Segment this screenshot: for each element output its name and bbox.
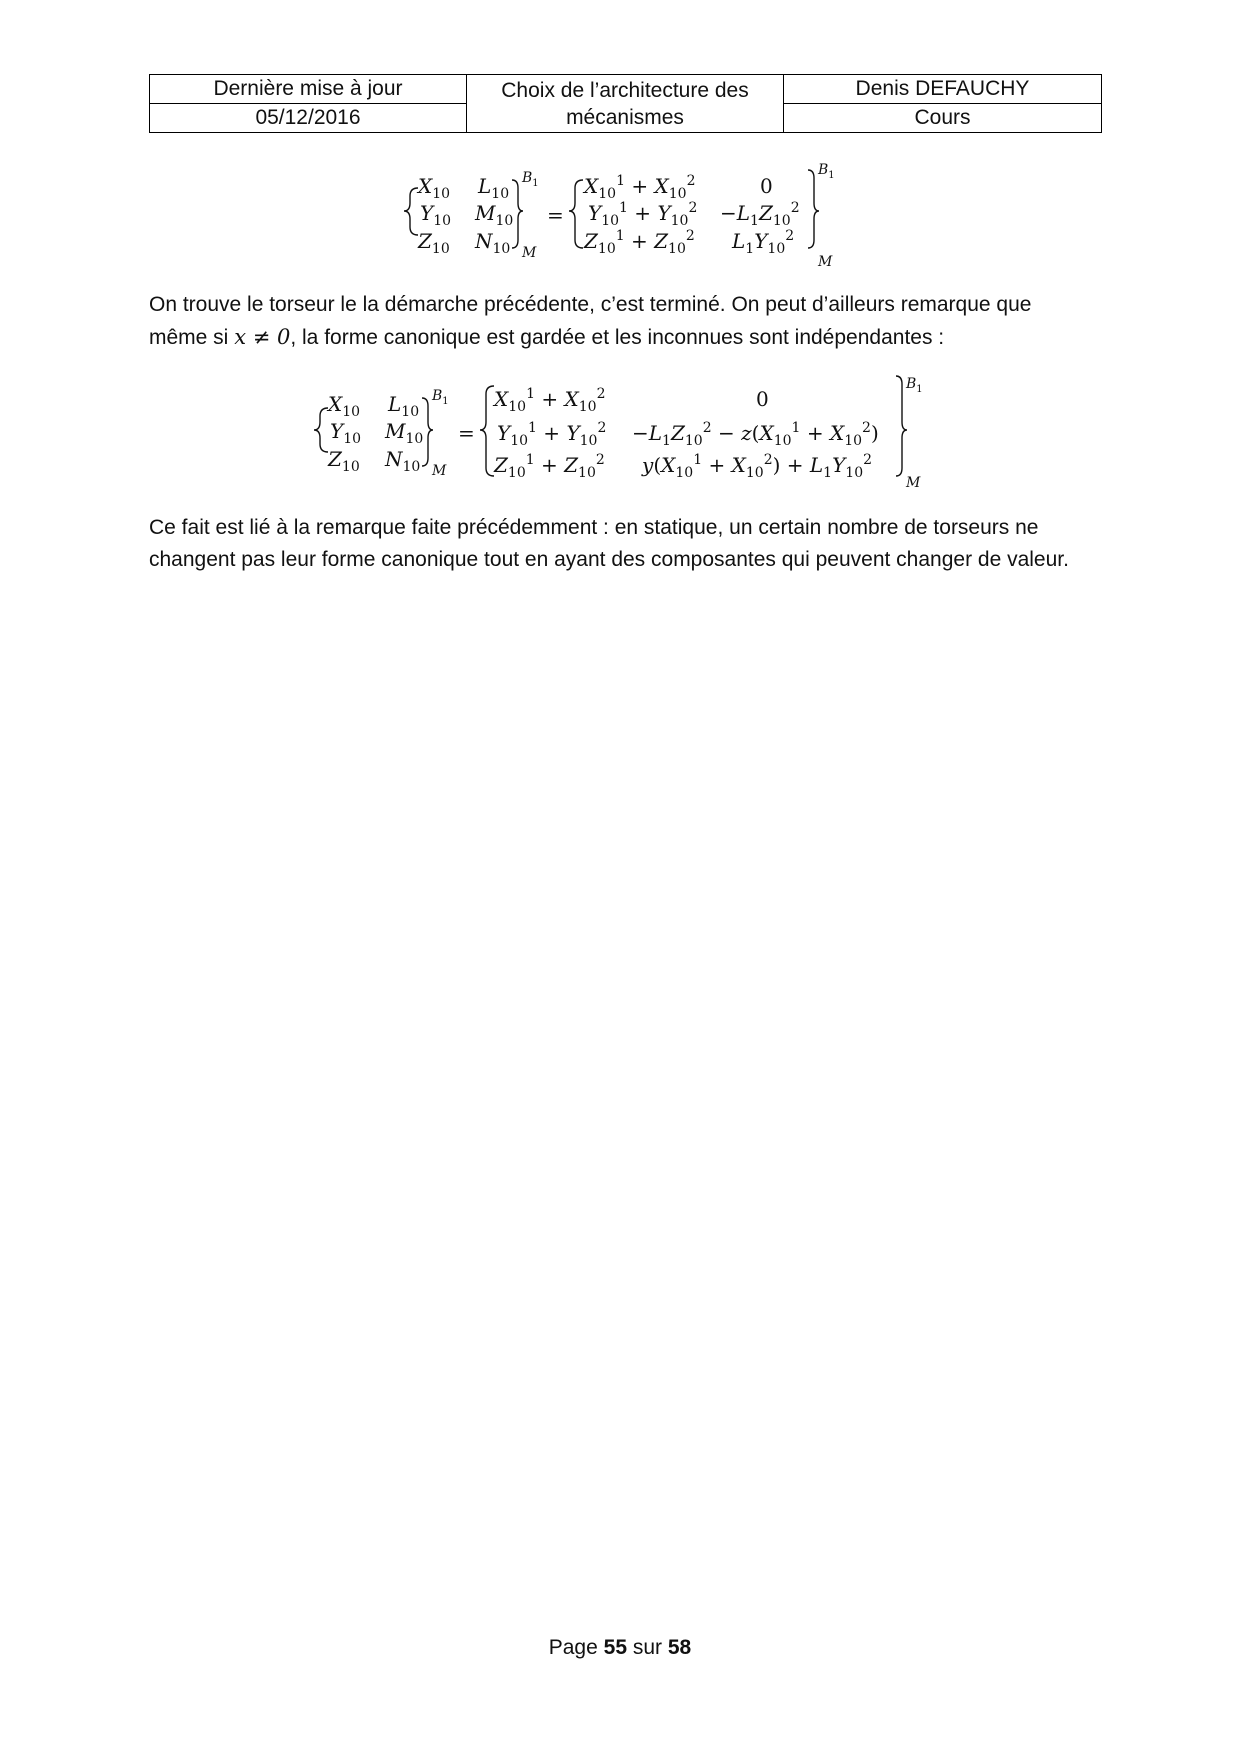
svg-text:Y10: $Y_{10}$	[330, 419, 362, 447]
paragraph-1-line-2	[149, 321, 1109, 354]
svg-text:X101 + X102: $X_{10}^1 + X_{10}^2$	[584, 173, 696, 202]
svg-text:0: 0	[756, 387, 769, 411]
paragraph-2-line-2: changent pas leur forme canonique tout en ayant des composantes qui peuvent changer de valeur.	[149, 548, 1069, 571]
svg-text:X101 + X102: $X_{10}^1 + X_{10}^2$	[494, 386, 606, 415]
right-brace	[422, 398, 433, 466]
paragraph-2	[149, 512, 1109, 576]
page-word: Page	[548, 1636, 598, 1659]
page-number: 55	[603, 1636, 627, 1659]
paragraph-2-line-1: Ce fait est lié à la remarque faite précédemment : en statique, un certain nombre de torseurs ne	[149, 516, 1039, 539]
svg-text:Z10: $Z_{10}$	[418, 229, 450, 257]
left-brace	[314, 408, 328, 452]
inline-math-x-neq-0: x ≠ 0	[234, 325, 291, 349]
svg-text:B1: $B_1$	[906, 376, 923, 395]
svg-text:0: 0	[760, 174, 773, 198]
svg-text:y(X101 + X102) + L1Y102: $y(X_{10}^1 + X_{10}^2) + L_1Y_{10}^2$	[642, 452, 873, 481]
svg-text:N10: $N_{10}$	[475, 229, 511, 257]
equation-torsor-1	[0, 160, 1240, 275]
author-name: Denis DEFAUCHY	[784, 75, 1102, 104]
document-title-line1: Choix de l’architecture des	[501, 78, 749, 102]
svg-text:X10: $X_{10}$	[328, 392, 361, 420]
svg-text:Y101 + Y102: $Y_{10}^1 + Y_{10}^2$	[588, 200, 698, 229]
svg-text:M: M	[906, 475, 921, 491]
svg-text:Z101 + Z102: $Z_{10}^1 + Z_{10}^2$	[494, 452, 605, 481]
left-brace	[404, 188, 418, 235]
last-update-label: Dernière mise à jour	[150, 75, 467, 104]
paragraph-1-line-1: On trouve le torseur le la démarche précédente, c’est terminé. On peut d’ailleurs remarque que	[149, 293, 1032, 316]
svg-text:N10: $N_{10}$	[385, 447, 421, 475]
svg-text:M: M	[432, 463, 447, 479]
svg-text:=: =	[458, 421, 475, 445]
header-table	[149, 74, 1102, 133]
svg-text:Y101 + Y102: $Y_{10}^1 + Y_{10}^2$	[497, 420, 607, 449]
paragraph-1	[149, 289, 1109, 354]
svg-text:L1Y102: $L_1Y_{10}^2$	[732, 228, 795, 257]
svg-text:−L1Z102 − z(X101 + X102): $-L_1Z_{10}^2 - z(X_{10}^1 + X_{10}^2)$	[632, 420, 879, 449]
svg-text:=: =	[547, 203, 564, 227]
svg-text:M: M	[818, 254, 833, 270]
document-title	[467, 75, 784, 133]
equation-torsor-2	[0, 378, 1240, 498]
svg-text:Z10: $Z_{10}$	[328, 447, 360, 475]
svg-text:B1: $B_1$	[522, 170, 539, 189]
svg-text:Y10: $Y_{10}$	[420, 201, 452, 229]
svg-text:L10: $L_{10}$	[478, 174, 510, 202]
svg-text:M: M	[522, 245, 537, 261]
right-brace	[512, 180, 523, 248]
total-pages: 58	[667, 1636, 692, 1659]
svg-text:Z101 + Z102: $Z_{10}^1 + Z_{10}^2$	[584, 228, 695, 257]
svg-text:B1: $B_1$	[818, 162, 835, 181]
page-footer	[0, 1636, 1240, 1660]
of-word: sur	[632, 1636, 663, 1659]
document-type: Cours	[784, 104, 1102, 133]
paragraph-1-text-a: même si	[149, 326, 235, 349]
svg-text:−L1Z102: $-L_1Z_{10}^2$	[720, 200, 800, 229]
document-title-line2: mécanismes	[566, 105, 684, 129]
svg-text:M10: $M_{10}$	[475, 201, 514, 229]
svg-text:X10: $X_{10}$	[418, 174, 451, 202]
svg-text:B1: $B_1$	[432, 388, 449, 407]
paragraph-1-text-b: , la forme canonique est gardée et les inconnues sont indépendantes :	[290, 326, 945, 349]
svg-text:L10: $L_{10}$	[388, 392, 420, 420]
svg-text:M10: $M_{10}$	[385, 419, 424, 447]
last-update-date: 05/12/2016	[150, 104, 467, 133]
